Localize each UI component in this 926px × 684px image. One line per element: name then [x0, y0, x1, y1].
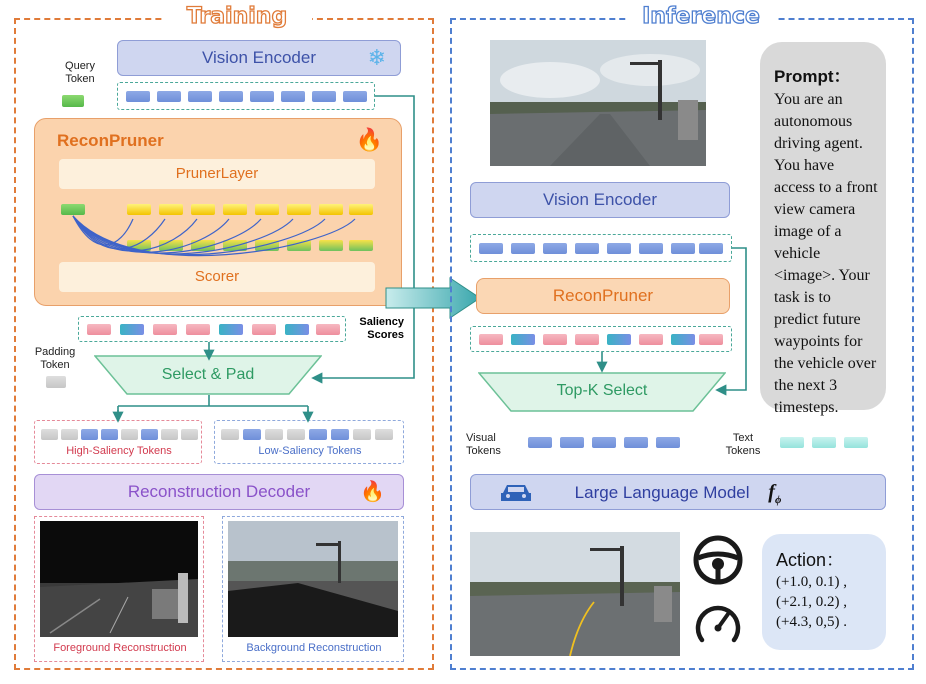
- pruner-layer: PrunerLayer: [59, 159, 375, 189]
- background-recon-label: Background Reconstruction: [246, 642, 382, 654]
- training-title: Training: [162, 4, 312, 29]
- visual-token: [592, 437, 616, 448]
- text-token: [844, 437, 868, 448]
- visual-token: [560, 437, 584, 448]
- fire-icon: 🔥: [360, 481, 385, 503]
- inf-vision-encoder: Vision Encoder: [470, 182, 730, 218]
- text-token: [780, 437, 804, 448]
- action-title: Action：: [776, 550, 845, 570]
- select-pad-label: Select & Pad: [161, 366, 255, 383]
- visual-token: [656, 437, 680, 448]
- snowflake-icon: ❄: [367, 45, 386, 70]
- car-icon: [499, 481, 533, 515]
- output-camera-image: [470, 532, 680, 656]
- low-saliency-label: Low-Saliency Tokens: [258, 445, 362, 457]
- visual-token: [528, 437, 552, 448]
- high-saliency-label: High-Saliency Tokens: [66, 445, 172, 457]
- inference-title: Inference: [626, 4, 776, 29]
- llm-symbol: f: [768, 481, 775, 503]
- text-tokens-label: Text Tokens: [725, 432, 761, 457]
- llm-subscript: ϕ: [774, 494, 782, 506]
- reconstruction-decoder: Reconstruction Decoder 🔥: [34, 474, 404, 510]
- steering-wheel-icon: [692, 534, 744, 586]
- scorer: Scorer: [59, 262, 375, 292]
- action-1: (+1.0, 0.1) ,: [776, 574, 847, 590]
- action-2: (+2.1, 0.2) ,: [776, 594, 847, 610]
- saliency-scores-label: Saliency Scores: [359, 316, 404, 341]
- prompt-text: You are an autonomous driving agent. You have access to a front view camera image of a vehicle <image>. Your task is to predict future waypoints for the vehicle over the next 3 timesteps.: [774, 91, 878, 416]
- action-box: [762, 534, 886, 650]
- topk-label: Top-K Select: [556, 382, 648, 399]
- action-3: (+4.3, 0,5) .: [776, 614, 847, 630]
- speedometer-icon: [692, 598, 744, 648]
- padding-token-label: Padding Token: [34, 346, 76, 371]
- query-token-label: Query Token: [65, 60, 95, 85]
- train-vision-encoder: Vision Encoder ❄: [117, 40, 401, 76]
- train-reconpruner-title: ReconPruner: [57, 131, 164, 150]
- fire-icon: 🔥: [355, 127, 383, 152]
- text-token: [812, 437, 836, 448]
- visual-tokens-label: Visual Tokens: [466, 432, 501, 457]
- inf-reconpruner: ReconPruner: [476, 278, 730, 314]
- foreground-recon-label: Foreground Reconstruction: [53, 642, 187, 654]
- llm-bar: [470, 474, 886, 510]
- llm-label: Large Language Model: [574, 483, 750, 502]
- visual-token: [624, 437, 648, 448]
- prompt-title: Prompt：: [774, 67, 851, 86]
